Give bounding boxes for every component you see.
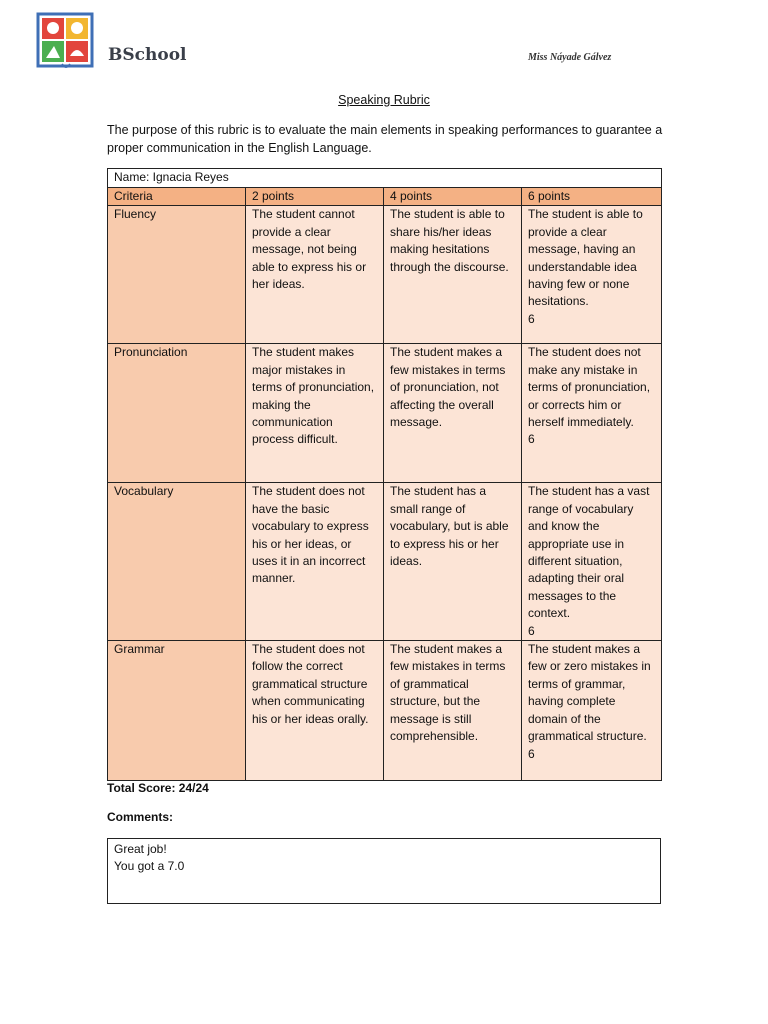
- criteria-label: Pronunciation: [108, 344, 246, 483]
- purpose-paragraph: The purpose of this rubric is to evaluate the main elements in speaking performances to guarantee a proper communication in the English Language.: [107, 123, 663, 155]
- header-4-points: 4 points: [384, 188, 522, 206]
- descriptor-text: The student makes a few or zero mistakes in terms of grammar, having complete domain of the grammatical structure.: [528, 642, 651, 744]
- descriptor-text: The student does not make any mistake in terms of pronunciation, or corrects him or herself immediately.: [528, 345, 651, 430]
- descriptor-6-points: [522, 206, 662, 344]
- school-logo-icon: [36, 12, 96, 70]
- criteria-label: Fluency: [108, 206, 246, 344]
- criterion-score: 6: [528, 623, 535, 638]
- criterion-score: 6: [528, 311, 535, 326]
- comment-box: [107, 838, 661, 904]
- document-title: Speaking Rubric: [338, 93, 430, 107]
- descriptor-2-points: The student does not follow the correct grammatical structure when communicating his or her ideas orally.: [246, 641, 384, 781]
- descriptor-4-points: The student is able to share his/her ideas making hesitations through the discourse.: [384, 206, 522, 344]
- header-criteria: Criteria: [108, 188, 246, 206]
- descriptor-2-points: The student cannot provide a clear message, not being able to express his or her ideas.: [246, 206, 384, 344]
- table-row: [108, 641, 662, 781]
- page-header: [36, 12, 736, 72]
- brand-name: BSchool: [108, 45, 187, 65]
- comments-label: Comments:: [107, 810, 174, 824]
- descriptor-text: The student has a vast range of vocabulary and know the appropriate use in different situation, adapting their oral messages to the context.: [528, 484, 650, 621]
- criterion-score: 6: [528, 432, 535, 447]
- comment-line: Great job!: [114, 842, 167, 856]
- descriptor-2-points: The student does not have the basic vocabulary to express his or her ideas, or uses it in an incorrect manner.: [246, 483, 384, 641]
- student-name-row: [108, 169, 662, 188]
- descriptor-6-points: [522, 344, 662, 483]
- descriptor-6-points: [522, 641, 662, 781]
- rubric-table: [107, 168, 662, 781]
- criteria-label: Vocabulary: [108, 483, 246, 641]
- criteria-label: Grammar: [108, 641, 246, 781]
- table-row: [108, 344, 662, 483]
- criterion-score: 6: [528, 746, 535, 761]
- teacher-name: Miss Náyade Gálvez: [528, 52, 612, 63]
- total-score: Total Score: 24/24: [107, 781, 209, 795]
- descriptor-text: The student is able to provide a clear message, having an understandable idea having few or none hesitations.: [528, 207, 643, 309]
- table-header-row: [108, 188, 662, 206]
- table-row: [108, 206, 662, 344]
- student-name: Name: Ignacia Reyes: [108, 169, 662, 188]
- descriptor-6-points: [522, 483, 662, 641]
- header-6-points: 6 points: [522, 188, 662, 206]
- header-2-points: 2 points: [246, 188, 384, 206]
- descriptor-4-points: The student makes a few mistakes in terms of pronunciation, not affecting the overall message.: [384, 344, 522, 483]
- comment-line: You got a 7.0: [114, 859, 185, 874]
- descriptor-2-points: The student makes major mistakes in terms of pronunciation, making the communication process difficult.: [246, 344, 384, 483]
- table-row: [108, 483, 662, 641]
- descriptor-4-points: The student makes a few mistakes in terms of grammatical structure, but the message is still comprehensible.: [384, 641, 522, 781]
- descriptor-4-points: The student has a small range of vocabulary, but is able to express his or her ideas.: [384, 483, 522, 641]
